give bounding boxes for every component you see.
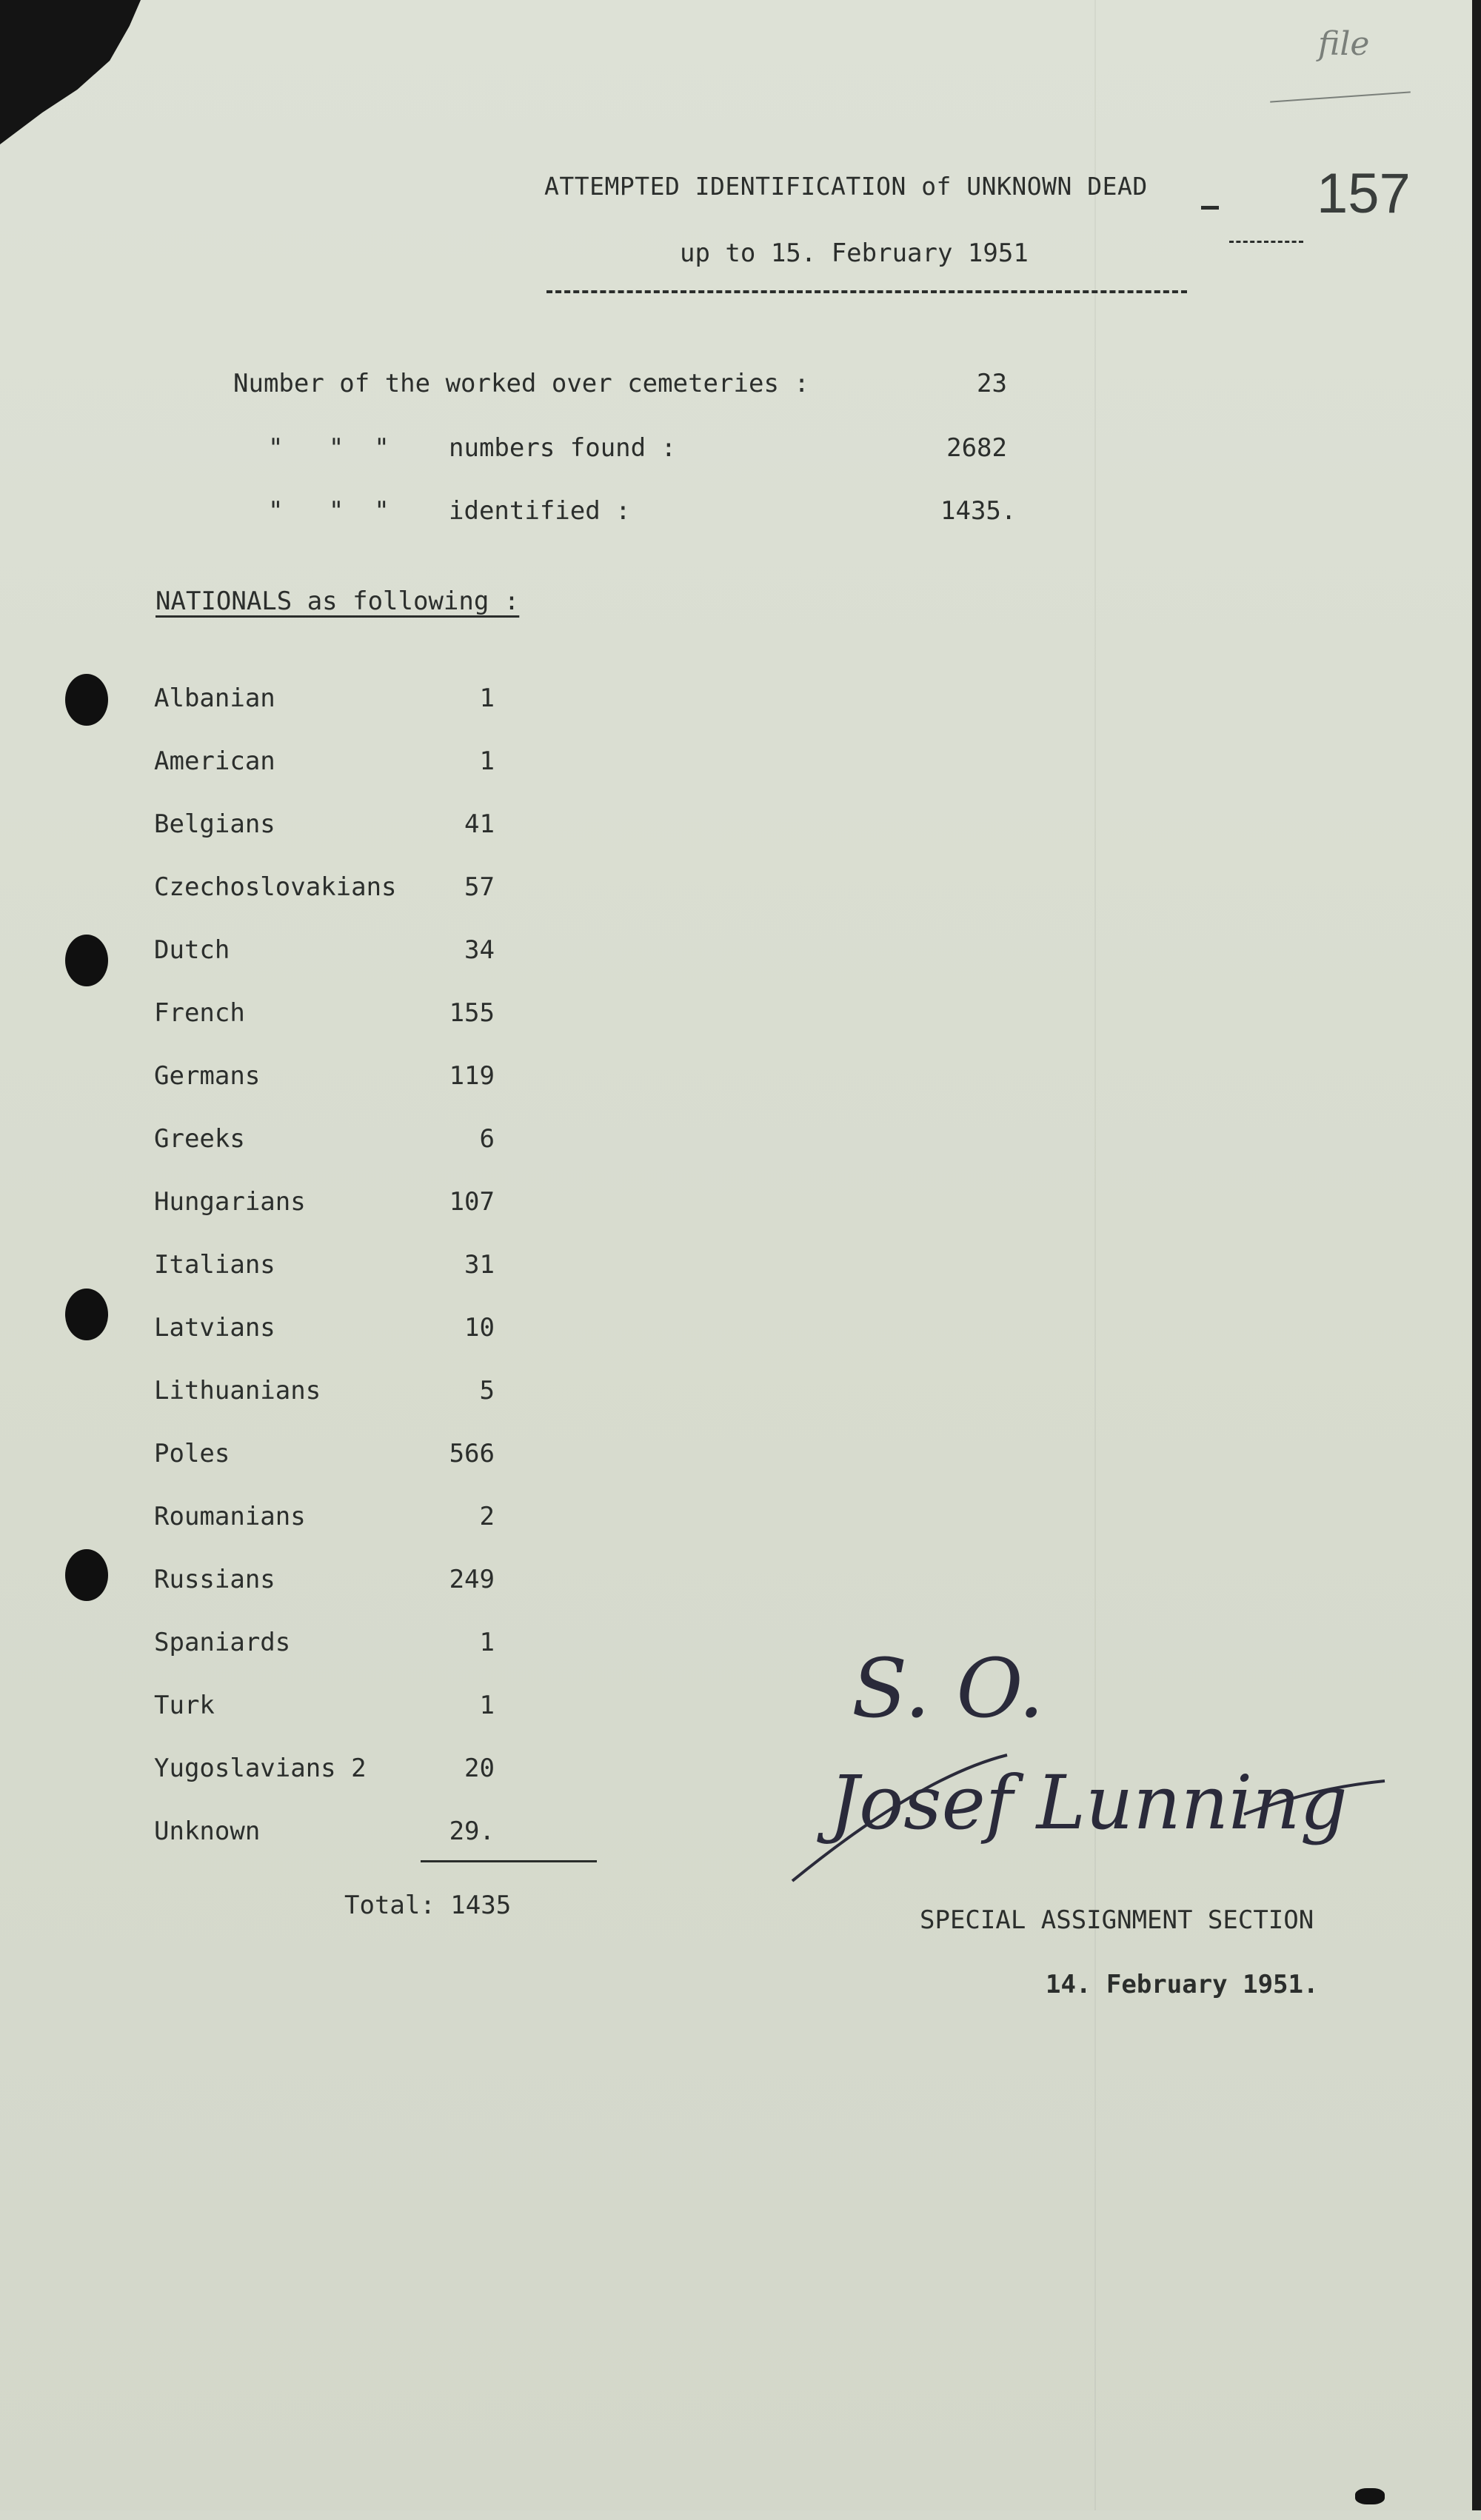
national-count: 249 [449, 1565, 495, 1594]
signature-date: 14. February 1951. [1046, 1970, 1319, 1999]
national-count: 2 [479, 1502, 495, 1531]
signature-initials: S. O. [852, 1641, 1045, 1736]
total-line: Total: 1435 [344, 1891, 512, 1920]
national-count: 1 [479, 684, 495, 713]
summary-label: numbers found : [449, 433, 677, 463]
national-name: Turk [154, 1691, 215, 1720]
national-count: 41 [464, 809, 495, 839]
section-name: SPECIAL ASSIGNMENT SECTION [920, 1905, 1314, 1935]
national-name: Spaniards [154, 1628, 291, 1657]
ditto-marks: " " " [268, 433, 390, 463]
stray-dashes [1229, 241, 1303, 243]
national-name: Albanian [154, 684, 275, 713]
nationals-heading: NATIONALS as following : [156, 586, 520, 616]
punch-hole [65, 935, 108, 986]
national-count: 566 [449, 1439, 495, 1468]
national-name: Latvians [154, 1313, 275, 1343]
national-count: 10 [464, 1313, 495, 1343]
punch-hole [65, 1289, 108, 1340]
national-name: Poles [154, 1439, 230, 1468]
national-count: 5 [479, 1376, 495, 1406]
national-name: Yugoslavians 2 [154, 1754, 367, 1783]
national-count: 155 [449, 998, 495, 1028]
handwritten-signature: Josef Lunning [829, 1759, 1348, 1846]
national-name: Czechoslovakians [154, 872, 397, 902]
national-name: Roumanians [154, 1502, 306, 1531]
page-number: 157 [1317, 162, 1411, 225]
edge-blemish [1355, 2488, 1385, 2504]
summary-label: Number of the worked over cemeteries : [233, 369, 809, 398]
punch-hole [65, 674, 108, 726]
national-name: French [154, 998, 245, 1028]
national-count: 119 [449, 1061, 495, 1091]
total-rule [421, 1860, 597, 1862]
summary-label: identified : [449, 496, 631, 526]
national-name: Hungarians [154, 1187, 306, 1217]
stray-mark [1201, 206, 1219, 210]
national-count: 29. [449, 1817, 495, 1846]
national-count: 6 [479, 1124, 495, 1154]
national-name: Russians [154, 1565, 275, 1594]
national-count: 1 [479, 1628, 495, 1657]
national-name: American [154, 746, 275, 776]
ditto-marks: " " " [268, 496, 390, 526]
signature-flourish [785, 1725, 1392, 1896]
national-count: 34 [464, 935, 495, 965]
national-count: 31 [464, 1250, 495, 1280]
national-count: 107 [449, 1187, 495, 1217]
national-name: Italians [154, 1250, 275, 1280]
national-name: Unknown [154, 1817, 261, 1846]
document-subtitle: up to 15. February 1951 [680, 238, 1029, 268]
national-name: Germans [154, 1061, 261, 1091]
summary-value: 2682 [946, 433, 1007, 463]
title-dashed-rule [546, 290, 1187, 293]
corner-handwritten-mark: file [1318, 25, 1370, 63]
document-title: ATTEMPTED IDENTIFICATION of UNKNOWN DEAD [544, 172, 1148, 201]
national-count: 57 [464, 872, 495, 902]
punch-hole [65, 1549, 108, 1601]
summary-value: 23 [977, 369, 1007, 398]
national-count: 1 [479, 1691, 495, 1720]
national-count: 20 [464, 1754, 495, 1783]
national-name: Lithuanians [154, 1376, 321, 1406]
summary-value: 1435. [940, 496, 1017, 526]
fold-line [1094, 0, 1096, 2510]
national-count: 1 [479, 746, 495, 776]
national-name: Greeks [154, 1124, 245, 1154]
national-name: Dutch [154, 935, 230, 965]
national-name: Belgians [154, 809, 275, 839]
corner-mark-stroke [1270, 91, 1411, 102]
torn-corner [0, 0, 141, 144]
